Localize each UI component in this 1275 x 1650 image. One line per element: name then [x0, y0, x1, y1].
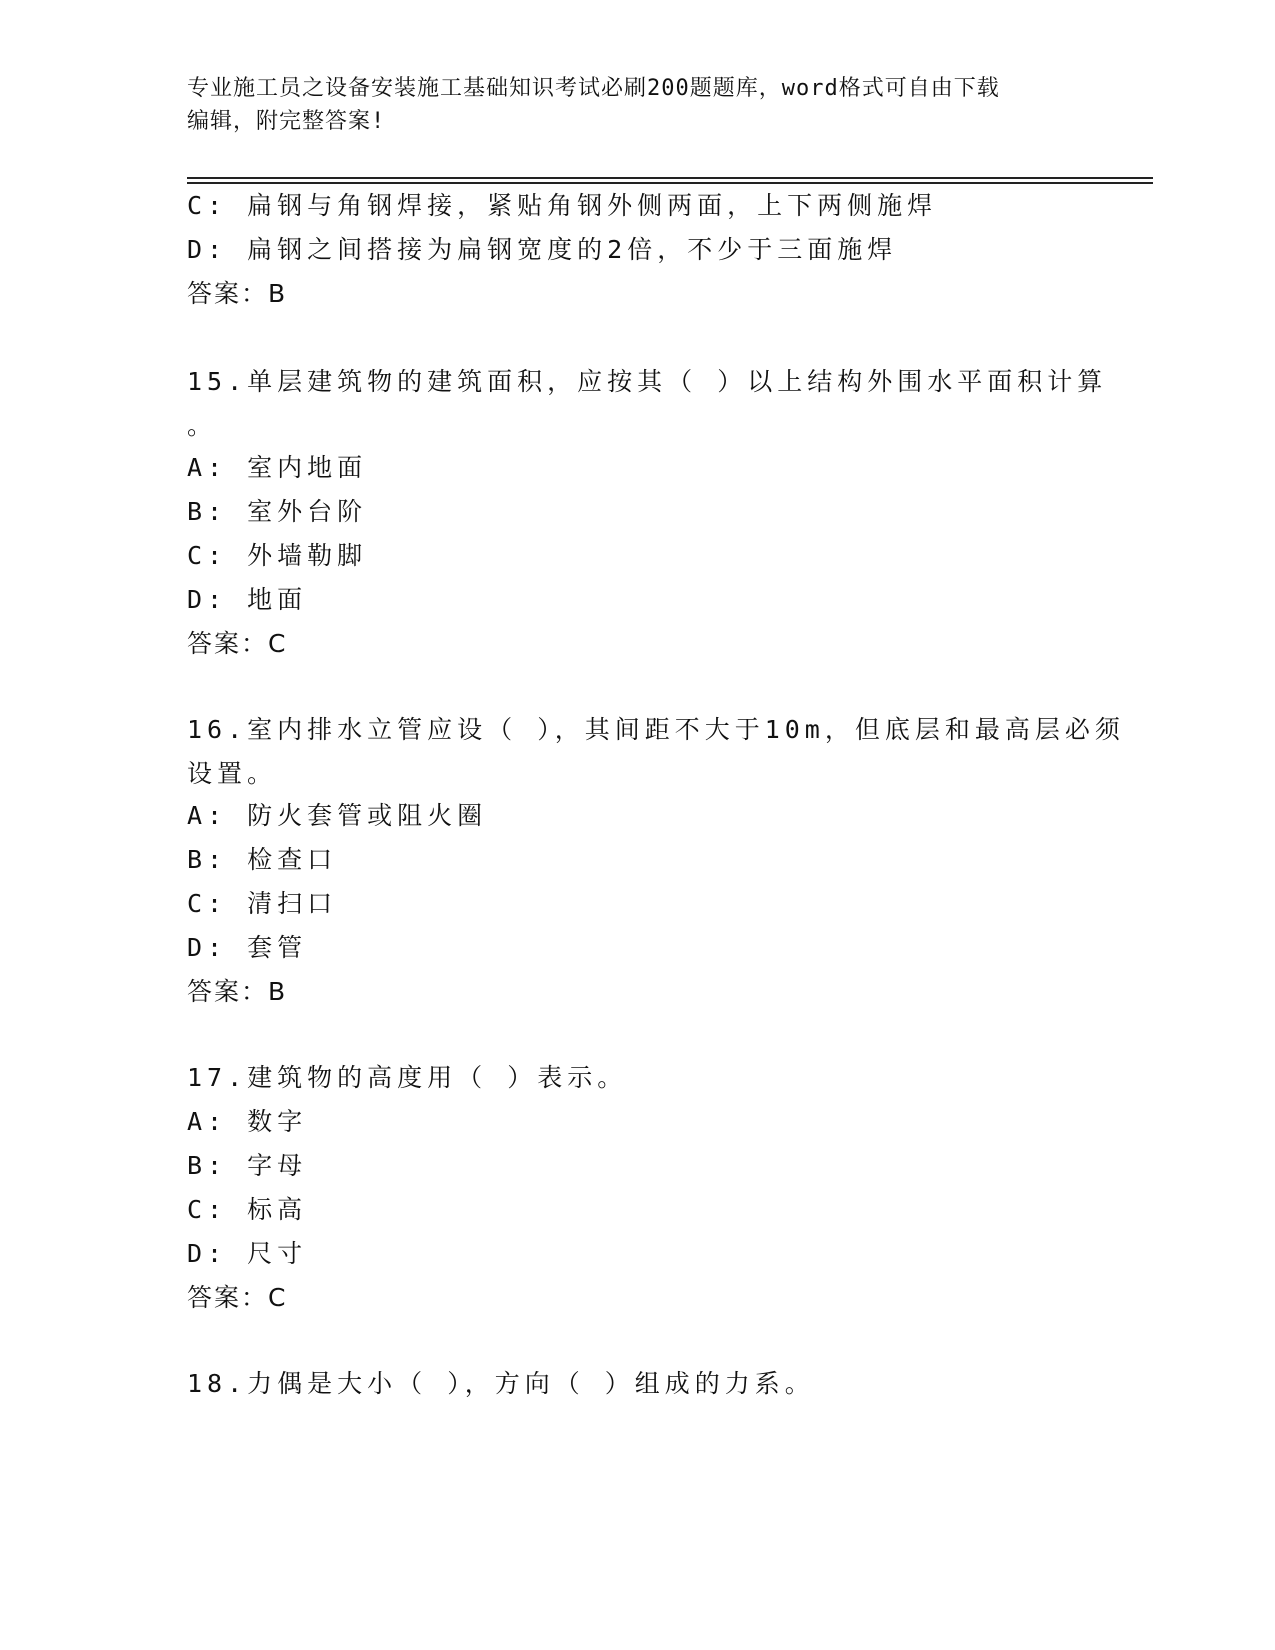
q17-answer: 答案：C [187, 1283, 288, 1312]
q16-option-b: B: 检查口 [187, 845, 338, 874]
q16-stem-line-2: 设置。 [187, 759, 278, 788]
q15-stem-line-1: 15.单层建筑物的建筑面积，应按其（ ）以上结构外围水平面积计算 [187, 367, 1108, 396]
q17-option-b: B: 字母 [187, 1151, 308, 1180]
q14-option-d: D: 扁钢之间搭接为扁钢宽度的2倍，不少于三面施焊 [187, 235, 898, 264]
q18-stem: 18.力偶是大小（ ），方向（ ）组成的力系。 [187, 1369, 815, 1398]
q15-stem-line-2: 。 [187, 411, 218, 440]
q16-option-c: C: 清扫口 [187, 889, 338, 918]
document-header [187, 72, 1087, 138]
q16-option-a: A: 防火套管或阻火圈 [187, 801, 488, 830]
q15-answer: 答案：C [187, 629, 288, 658]
header-divider-top [187, 177, 1153, 179]
q16-answer: 答案：B [187, 977, 288, 1006]
q17-option-c: C: 标高 [187, 1195, 308, 1224]
header-title-line-2: 编辑，附完整答案! [187, 109, 386, 134]
header-title-line-1: 专业施工员之设备安装施工基础知识考试必刷200题题库，word格式可自由下载 [187, 76, 1000, 101]
q15-option-a: A: 室内地面 [187, 453, 368, 482]
q16-stem-line-1: 16.室内排水立管应设（ ），其间距不大于10m，但底层和最高层必须 [187, 715, 1125, 744]
q14-option-c: C: 扁钢与角钢焊接，紧贴角钢外侧两面，上下两侧施焊 [187, 191, 938, 220]
q16-option-d: D: 套管 [187, 933, 308, 962]
q15-option-d: D: 地面 [187, 585, 308, 614]
q17-option-a: A: 数字 [187, 1107, 308, 1136]
q15-option-c: C: 外墙勒脚 [187, 541, 368, 570]
q14-answer: 答案：B [187, 279, 288, 308]
q17-option-d: D: 尺寸 [187, 1239, 308, 1268]
header-divider-bottom [187, 182, 1153, 184]
q17-stem: 17.建筑物的高度用（ ）表示。 [187, 1063, 628, 1092]
q15-option-b: B: 室外台阶 [187, 497, 368, 526]
